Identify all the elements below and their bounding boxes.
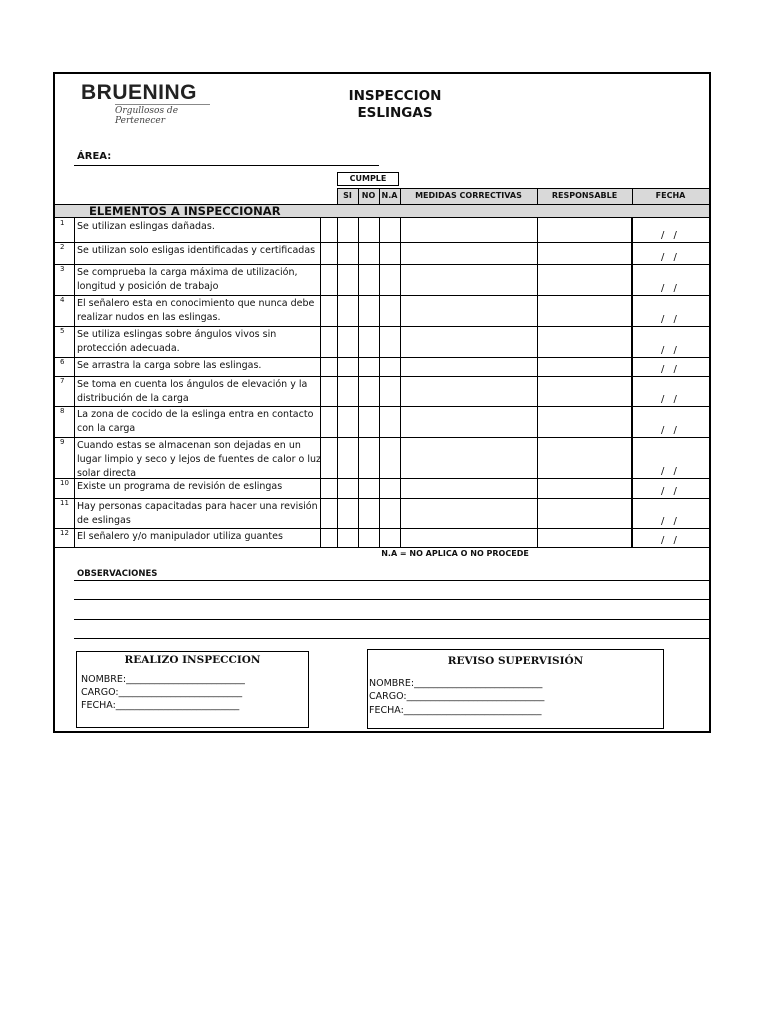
row-date[interactable]: / / — [661, 535, 680, 546]
header-divider — [358, 188, 359, 204]
row-divider — [55, 264, 709, 265]
row-number: 4 — [60, 296, 65, 304]
observation-line[interactable] — [74, 619, 711, 620]
row-number: 5 — [60, 327, 65, 335]
col-fecha-header: FECHA — [655, 191, 686, 200]
reviso-fecha-field[interactable]: FECHA:_____________________________ — [369, 705, 542, 716]
row-date[interactable]: / / — [661, 486, 680, 497]
table-row — [55, 242, 709, 264]
observation-line[interactable] — [74, 580, 711, 581]
header-divider — [709, 188, 710, 204]
col-no-header: NO — [361, 191, 376, 200]
col-si-header: SI — [343, 191, 352, 200]
row-number: 11 — [60, 499, 69, 507]
row-item-text: Se comprueba la carga máxima de utilización, longitud y posición de trabajo — [77, 267, 298, 292]
table-bottom — [55, 547, 709, 548]
cumple-header: CUMPLE — [337, 172, 399, 186]
table-row — [55, 406, 709, 437]
section-title: ELEMENTOS A INSPECCIONAR — [89, 204, 281, 218]
table-row — [55, 437, 709, 478]
realizo-box — [76, 651, 309, 728]
row-date[interactable]: / / — [661, 314, 680, 325]
header-divider — [537, 188, 538, 204]
area-field-line[interactable] — [74, 165, 379, 166]
row-number: 9 — [60, 438, 65, 446]
column-divider — [537, 218, 538, 547]
section-band — [55, 204, 709, 218]
area-label: ÁREA: — [77, 151, 112, 162]
col-medidas-header: MEDIDAS CORRECTIVAS — [415, 191, 522, 200]
row-divider — [55, 376, 709, 377]
observation-line[interactable] — [74, 638, 711, 639]
row-number: 2 — [60, 243, 65, 251]
reviso-cargo-field[interactable]: CARGO:_____________________________ — [369, 691, 545, 702]
row-divider — [55, 295, 709, 296]
row-divider — [55, 498, 709, 499]
na-note: N.A = NO APLICA O NO PROCEDE — [381, 549, 529, 558]
row-date[interactable]: / / — [661, 283, 680, 294]
row-item-text: Se toma en cuenta los ángulos de elevación y la distribución de la carga — [77, 379, 308, 404]
table-row — [55, 326, 709, 357]
table-row — [55, 528, 709, 547]
table-row — [55, 264, 709, 295]
row-date[interactable]: / / — [661, 516, 680, 527]
row-date[interactable]: / / — [661, 425, 680, 436]
table-row — [55, 498, 709, 528]
row-number: 12 — [60, 529, 69, 537]
table-row — [55, 218, 709, 242]
row-item-text: Existe un programa de revisión de eslingas — [77, 481, 283, 492]
row-item-text: Se utilizan eslingas dañadas. — [77, 221, 215, 232]
realizo-nombre-field[interactable]: NOMBRE:_________________________ — [81, 674, 245, 685]
row-number: 10 — [60, 479, 69, 487]
row-number: 7 — [60, 377, 65, 385]
title-line-1: INSPECCION — [348, 88, 442, 104]
table-row — [55, 295, 709, 326]
header-divider — [337, 188, 338, 204]
fecha-column-border — [631, 218, 632, 547]
row-item-text: Se utilizan solo esligas identificadas y certificadas — [77, 245, 316, 256]
row-item-text: Se utiliza eslingas sobre ángulos vivos sin protección adecuada. — [77, 329, 277, 354]
row-item-text: La zona de cocido de la eslinga entra en contacto con la carga — [77, 409, 314, 434]
column-divider — [337, 218, 338, 547]
row-item-text: El señalero y/o manipulador utiliza guantes — [77, 531, 283, 542]
row-item-text: Se arrastra la carga sobre las eslingas. — [77, 360, 262, 371]
logo-tagline: Orgullosos de Pertenecer — [115, 104, 210, 126]
reviso-nombre-field[interactable]: NOMBRE:___________________________ — [369, 678, 543, 689]
row-divider — [55, 242, 709, 243]
realizo-title: REALIZO INSPECCION — [124, 654, 261, 666]
column-divider — [400, 218, 401, 547]
column-divider — [379, 218, 380, 547]
row-date[interactable]: / / — [661, 345, 680, 356]
row-item-text: El señalero esta en conocimiento que nunca debe realizar nudos en las eslingas. — [77, 298, 315, 323]
title-line-2: ESLINGAS — [357, 105, 433, 121]
reviso-title: REVISO SUPERVISIÓN — [447, 655, 584, 667]
observation-line[interactable] — [74, 599, 711, 600]
column-divider — [320, 218, 321, 547]
row-date[interactable]: / / — [661, 230, 680, 241]
reviso-box — [367, 649, 664, 729]
row-divider — [55, 357, 709, 358]
row-date[interactable]: / / — [661, 252, 680, 263]
row-number: 8 — [60, 407, 65, 415]
row-item-text: Cuando estas se almacenan son dejadas en un lugar limpio y seco y lejos de fuentes de calor o luz solar directa — [77, 440, 321, 479]
observaciones-label: OBSERVACIONES — [77, 569, 158, 579]
row-date[interactable]: / / — [661, 466, 680, 477]
form-title — [330, 88, 460, 122]
row-date[interactable]: / / — [661, 364, 680, 375]
row-number: 3 — [60, 265, 65, 273]
header-divider — [379, 188, 380, 204]
logo-brand: BRUENING — [81, 81, 198, 104]
table-row — [55, 478, 709, 498]
row-divider — [55, 406, 709, 407]
row-divider — [55, 437, 709, 438]
realizo-fecha-field[interactable]: FECHA:__________________________ — [81, 700, 240, 711]
column-divider — [74, 218, 75, 547]
row-number: 6 — [60, 358, 65, 366]
row-divider — [55, 528, 709, 529]
realizo-cargo-field[interactable]: CARGO:__________________________ — [81, 687, 243, 698]
row-number: 1 — [60, 219, 65, 227]
col-na-header: N.A — [381, 191, 398, 200]
header-divider — [632, 188, 633, 204]
header-divider — [400, 188, 401, 204]
row-date[interactable]: / / — [661, 394, 680, 405]
row-divider — [55, 326, 709, 327]
table-row — [55, 357, 709, 376]
col-responsable-header: RESPONSABLE — [551, 191, 618, 200]
row-divider — [55, 478, 709, 479]
row-item-text: Hay personas capacitadas para hacer una revisión de eslingas — [77, 501, 318, 526]
table-row — [55, 376, 709, 406]
company-logo — [81, 83, 210, 126]
column-divider — [632, 218, 633, 547]
column-divider — [358, 218, 359, 547]
